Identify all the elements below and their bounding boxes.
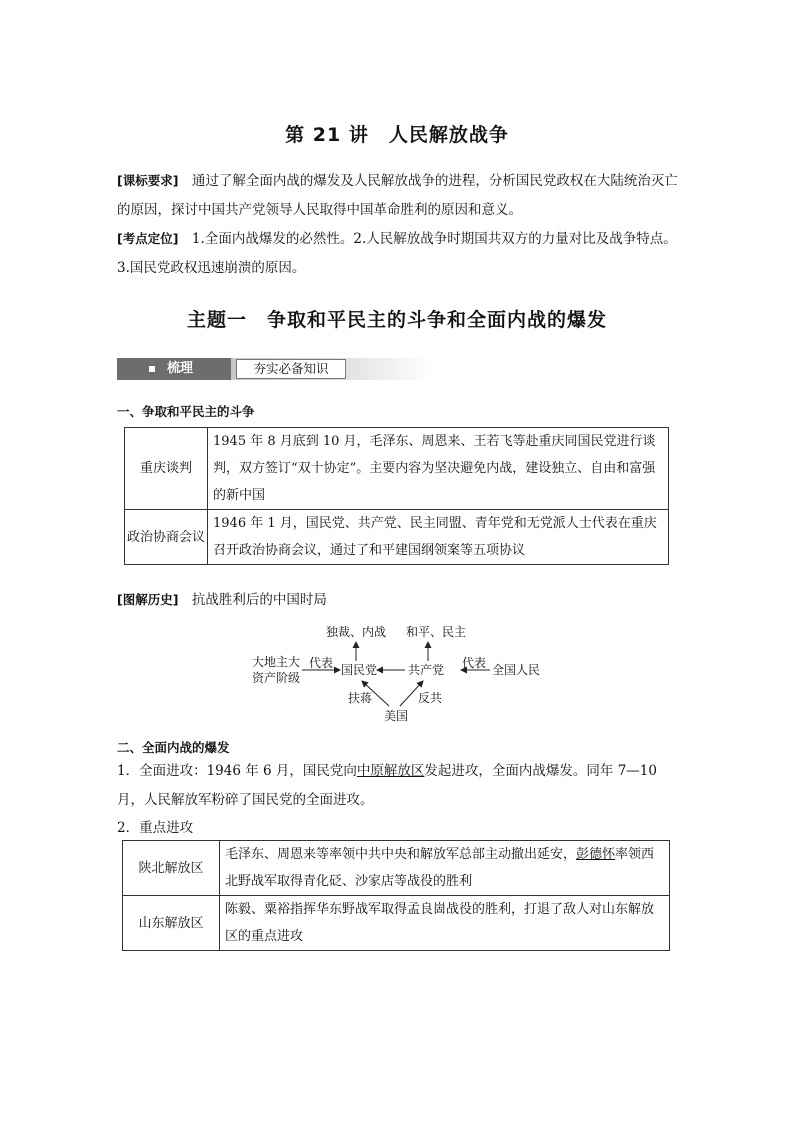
table-key-cell: 山东解放区 bbox=[123, 896, 220, 951]
offensive-text-post: 发起进攻，全面内战爆发。同年 7—10 月，人民解放军粉碎了国民党的全面进攻。 bbox=[117, 763, 657, 808]
label-represents-right: 代表 bbox=[462, 656, 487, 670]
label-usa: 美国 bbox=[384, 709, 409, 723]
shaanbei-text-post: 率领西北野战军取得青化砭、沙家店等战役的胜利 bbox=[225, 847, 655, 889]
table-value-cell: 1946 年 1 月，国民党、共产党、民主同盟、青年党和无党派人士代表在重庆召开政治协商会议，通过了和平建国纲领案等五项协议 bbox=[208, 510, 669, 565]
label-ccp: 共产党 bbox=[408, 663, 445, 677]
table-value-cell: 陈毅、粟裕指挥华东野战军取得孟良崮战役的胜利，打退了敌人对山东解放区的重点进攻 bbox=[220, 896, 670, 951]
illustration-tag: [图解历史] bbox=[117, 592, 179, 607]
label-bourgeoisie: 资产阶级 bbox=[252, 671, 301, 685]
table-row bbox=[125, 510, 669, 565]
label-people: 全国人民 bbox=[492, 663, 541, 677]
curriculum-text: 通过了解全面内战的爆发及人民解放战争的进程，分析国民党政权在大陆统治灭亡的原因，探讨中国共产党领导人民取得中国革命胜利的原因和意义。 bbox=[117, 173, 678, 218]
table-row bbox=[123, 841, 670, 896]
struggle-table bbox=[124, 427, 669, 565]
illustration-caption bbox=[117, 585, 682, 615]
label-kmt: 国民党 bbox=[341, 663, 378, 677]
square-bullet-icon bbox=[149, 366, 155, 372]
banner-subtitle: 夯实必备知识 bbox=[236, 359, 346, 379]
shaanbei-text-pre: 毛泽东、周恩来等率领中共中央和解放军总部主动撤出延安， bbox=[225, 847, 577, 862]
illustration-title: 抗战胜利后的中国时局 bbox=[178, 592, 327, 608]
key-offensive-heading: 2．重点进攻 bbox=[117, 820, 194, 836]
peng-dehuai: 彭德怀 bbox=[576, 847, 616, 862]
section1-heading: 一、争取和平民主的斗争 bbox=[117, 404, 255, 419]
full-scale-offensive bbox=[117, 757, 682, 815]
table-key-cell: 陕北解放区 bbox=[123, 841, 220, 896]
table-row bbox=[123, 896, 670, 951]
banner-label-box bbox=[117, 358, 231, 380]
label-represents-left: 代表 bbox=[309, 656, 334, 670]
table-row bbox=[125, 428, 669, 510]
offensive-text-pre: 1．全面进攻：1946 年 6 月，国民党向 bbox=[117, 763, 357, 779]
section2-heading: 二、全面内战的爆发 bbox=[117, 740, 230, 755]
exam-points-text: 1.全面内战爆发的必然性。2.人民解放战争时期国共双方的力量对比及战争特点。3.国民党政权迅速崩溃的原因。 bbox=[117, 231, 677, 276]
label-peace-democracy: 和平、民主 bbox=[406, 625, 467, 639]
section-banner bbox=[117, 358, 433, 380]
label-support-chiang: 扶蒋 bbox=[348, 691, 373, 705]
central-plains-region: 中原解放区 bbox=[356, 763, 425, 779]
table-value-cell bbox=[220, 841, 670, 896]
label-dictatorship: 独裁、内战 bbox=[326, 625, 387, 639]
table-key-cell: 重庆谈判 bbox=[125, 428, 208, 510]
label-anti-communist: 反共 bbox=[418, 691, 443, 705]
exam-points bbox=[117, 224, 682, 283]
curriculum-requirements bbox=[117, 166, 682, 225]
exam-points-tag: [考点定位] bbox=[117, 231, 179, 246]
label-landlords: 大地主大 bbox=[252, 655, 301, 669]
table-value-cell: 1945 年 8 月底到 10 月，毛泽东、周恩来、王若飞等赴重庆同国民党进行谈判，双方签订“双十协定”。主要内容为坚决避免内战，建设独立、自由和富强的新中国 bbox=[208, 428, 669, 510]
topic-title: 主题一 争取和平民主的斗争和全面内战的爆发 bbox=[186, 309, 607, 331]
banner-label: 梳理 bbox=[167, 361, 194, 376]
situation-diagram bbox=[240, 618, 550, 728]
key-offensive-table bbox=[122, 840, 670, 951]
lesson-title: 第 21 讲 人民解放战争 bbox=[285, 124, 509, 146]
table-key-cell: 政治协商会议 bbox=[125, 510, 208, 565]
curriculum-tag: [课标要求] bbox=[117, 173, 179, 188]
